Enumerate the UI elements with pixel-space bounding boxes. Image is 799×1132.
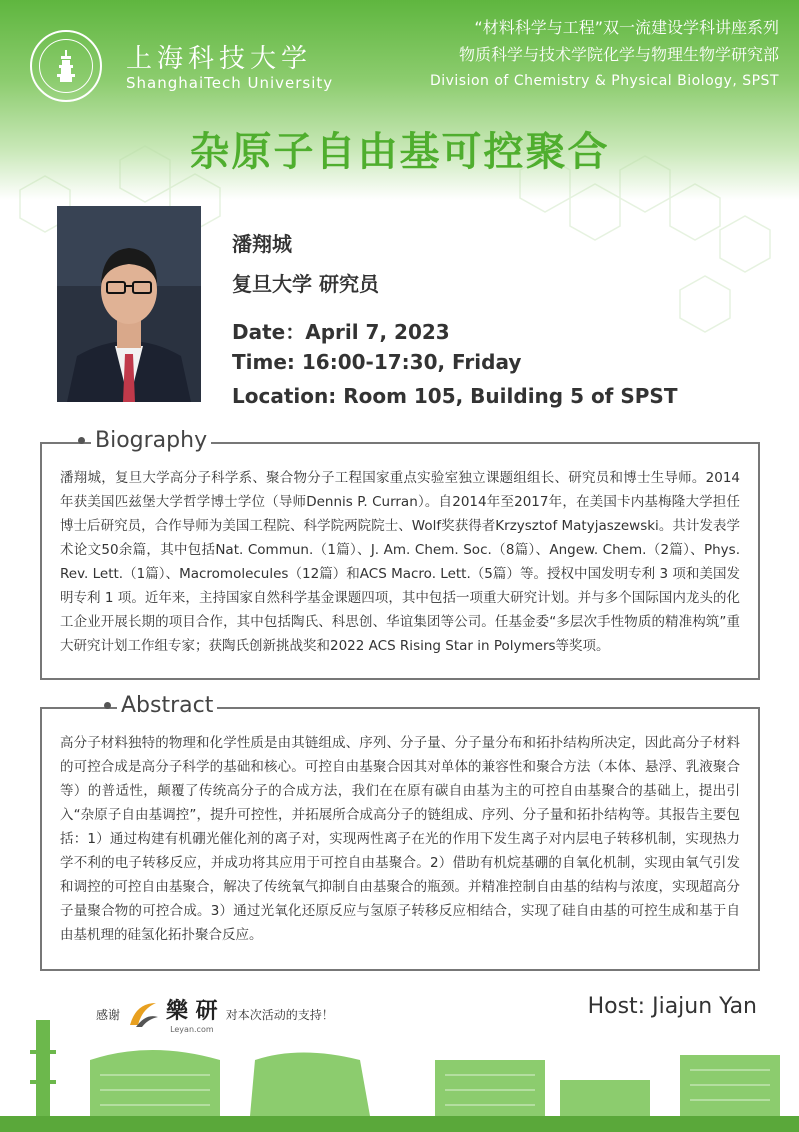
biography-text: 潘翔城，复旦大学高分子科学系、聚合物分子工程国家重点实验室独立课题组组长、研究员和博士生导师。2014年获美国匹兹堡大学哲学博士学位（导师Dennis P. Curran）。自2014年至2017年，在美国卡内基梅隆大学担任博士后研究员，合作导师为美国工程院、科学院两院院士、Wolf奖获得者Krzysztof Matyjaszewski。共计发表学术论文50余篇，其中包括Nat. Commun.（1篇）、J. Am. Chem. Soc.（8篇）、Angew. Chem.（2篇）、Phys. Rev. Lett.（1篇）、Macromolecules（12篇）和ACS Macro. Lett.（5篇）等。授权中国发明专利 3 项和美国发明专利 1 项。近年来，主持国家自然科学基金课题四项，其中包括一项重大研究计划。并与多个国际国内龙头的化工企业开展长期的项目合作，其中包括陶氏、科思创、华谊集团等公司。任基金委“多层次手性物质的精准构筑”重大研究计划工作组专家；获陶氏创新挑战奖和2022 ACS Rising Star in Polymers等奖项。 <box>60 470 740 654</box>
lecture-series-info <box>430 14 779 95</box>
series-line-2: 物质科学与技术学院化学与物理生物学研究部 <box>458 45 779 64</box>
abstract-box <box>40 693 760 971</box>
shanghaitech-seal-icon <box>30 30 102 102</box>
speaker-photo <box>57 206 201 402</box>
talk-title: 杂原子自由基可控聚合 <box>189 129 610 175</box>
event-location: Location: Room 105, Building 5 of SPST <box>232 384 678 408</box>
sponsor-thanks: 感谢 <box>96 1007 121 1022</box>
bullet-icon <box>78 437 85 444</box>
event-date: Date：April 7, 2023 <box>232 320 450 344</box>
biography-heading: Biography <box>72 428 211 453</box>
university-name-cn: 上海科技大学 <box>126 44 313 74</box>
bullet-icon <box>104 702 111 709</box>
speaker-name: 潘翔城 <box>232 232 292 256</box>
speaker-affiliation: 复旦大学 研究员 <box>232 272 379 296</box>
sponsor-support-text: 对本次活动的支持！ <box>225 1007 334 1022</box>
campus-skyline-illustration <box>0 1020 799 1132</box>
sponsor-brand-name: 樂 研 <box>166 999 218 1024</box>
series-line-1: “材料科学与工程”双一流建设学科讲座系列 <box>474 18 779 37</box>
host-name: Host: Jiajun Yan <box>587 994 757 1019</box>
university-name-en: ShanghaiTech University <box>126 74 334 92</box>
pagoda-icon <box>53 49 79 83</box>
abstract-heading: Abstract <box>98 693 217 718</box>
sponsor-brand-url: Leyan.com <box>170 1025 214 1034</box>
series-line-3: Division of Chemistry & Physical Biology, SPST <box>429 73 779 89</box>
biography-box <box>40 428 760 680</box>
abstract-text: 高分子材料独特的物理和化学性质是由其链组成、序列、分子量、分子量分布和拓扑结构所决定，因此高分子材料的可控合成是高分子科学的基础和核心。可控自由基聚合因其对单体的兼容性和聚合方法（本体、悬浮、乳液聚合等）的普适性，颠覆了传统高分子的合成方法，我们在在原有碳自由基为主的可控自由基聚合的基础上，提出引入“杂原子自由基调控”，提升可控性，并拓展所合成高分子的链组成、序列、分子量和拓扑结构等。其报告主要包括：1）通过构建有机硼光催化剂的离子对，实现两性离子在光的作用下发生离子对内层电子转移机制，实现热力学不利的电子转移反应，并成功将其应用于可控自由基聚合。2）借助有机烷基硼的自氧化机制，实现由氧气引发和调控的可控自由基聚合，解决了传统氧气抑制自由基聚合的瓶颈。并精准控制自由基的结构与浓度，实现超高分子量聚合物的可控合成。3）通过光氧化还原反应与氢原子转移反应相结合，实现了硅自由基的可控生成和基于自由基机理的硅氢化拓扑聚合反应。 <box>60 735 740 943</box>
event-time: Time: 16:00-17:30, Friday <box>232 350 522 374</box>
